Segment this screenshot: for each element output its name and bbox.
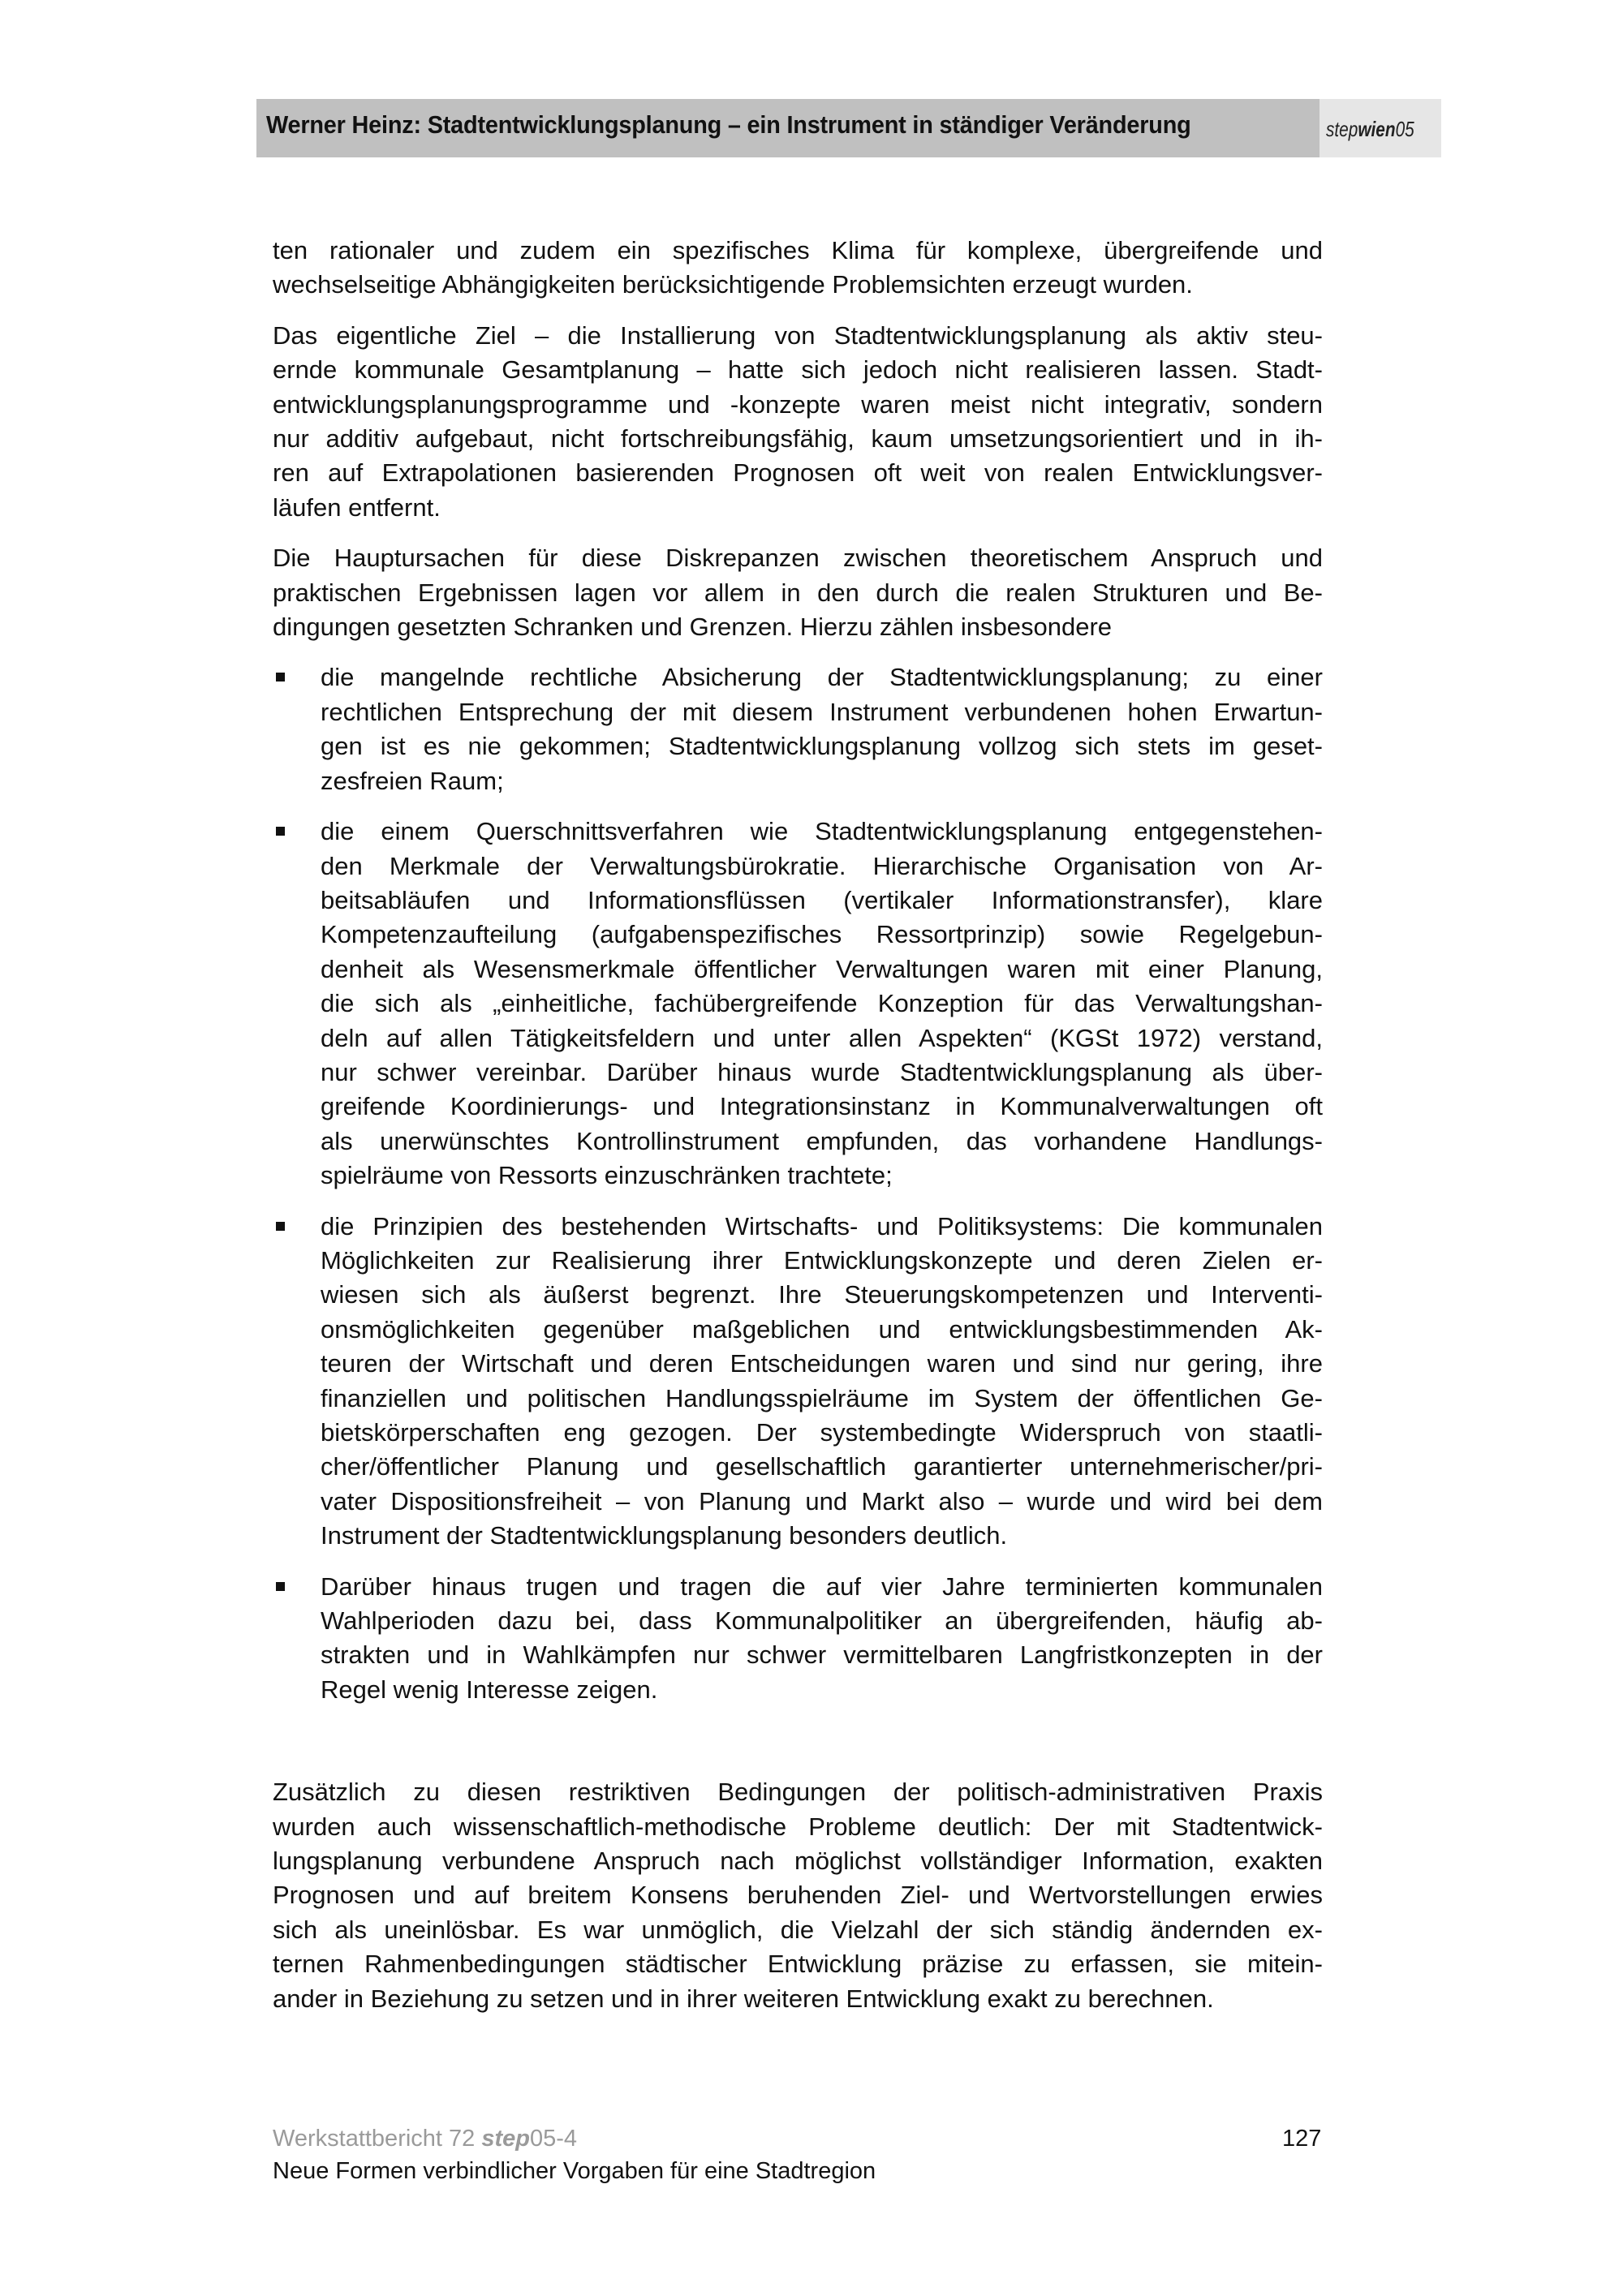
text-line: nur schwer vereinbar. Darüber hinaus wurde Stadtentwicklungsplanung als über- xyxy=(321,1057,1323,1086)
text-line: die Prinzipien des bestehenden Wirtschafts- und Politiksystems: Die kommunalen xyxy=(321,1211,1323,1240)
bullet-icon xyxy=(276,1222,285,1231)
text-line: die sich als „einheitliche, fachübergreifende Konzeption für das Verwaltungshan- xyxy=(321,989,1323,1018)
text-line: die einem Querschnittsverfahren wie Stadtentwicklungsplanung entgegenstehen- xyxy=(321,817,1323,846)
stepwien-logo: stepwien05 xyxy=(1319,99,1441,157)
text-line: wiesen sich als äußerst begrenzt. Ihre Steuerungskompetenzen und Interventi- xyxy=(321,1280,1323,1309)
text-line: als unerwünschtes Kontrollinstrument empfunden, das vorhandene Handlungs- xyxy=(321,1126,1323,1155)
text-line: Das eigentliche Ziel – die Installierung von Stadtentwicklungsplanung als aktiv steu- xyxy=(273,320,1323,350)
paragraph xyxy=(273,541,1323,644)
paragraph xyxy=(273,1775,1323,2016)
text-line: ander in Beziehung zu setzen und in ihrer weiteren Entwicklung exakt zu berechnen. xyxy=(273,1984,1214,2013)
text-line: sich als uneinlösbar. Es war unmöglich, die Vielzahl der sich ständig ändernden ex- xyxy=(273,1915,1323,1944)
paragraph xyxy=(273,319,1323,525)
header-title: Werner Heinz: Stadtentwicklungsplanung – ein Instrument in ständiger Veränderung xyxy=(266,110,1191,139)
text-line: entwicklungsplanungsprogramme und -konzepte waren meist nicht integrativ, sondern xyxy=(273,389,1323,419)
text-line: deln auf allen Tätigkeitsfeldern und unter allen Aspekten“ (KGSt 1972) verstand, xyxy=(321,1023,1323,1052)
text-line: Instrument der Stadtentwicklungsplanung besonders deutlich. xyxy=(321,1521,1008,1550)
text-line: Die Hauptursachen für diese Diskrepanzen zwischen theoretischem Anspruch und xyxy=(273,544,1323,573)
text-line: läufen entfernt. xyxy=(273,492,441,522)
text-line: ternen Rahmenbedingungen städtischer Entwicklung präzise zu erfassen, sie mitein- xyxy=(273,1950,1323,1979)
text-line: teuren der Wirtschaft und deren Entscheidungen waren und sind nur gering, ihre xyxy=(321,1349,1323,1378)
bullet-icon xyxy=(276,827,285,836)
footer-subtitle: Neue Formen verbindlicher Vorgaben für eine Stadtregion xyxy=(273,2158,876,2184)
text-line: Darüber hinaus trugen und tragen die auf vier Jahre terminierten kommunalen xyxy=(321,1572,1323,1601)
text-line: den Merkmale der Verwaltungsbürokratie. Hierarchische Organisation von Ar- xyxy=(321,851,1323,880)
text-line: Wahlperioden dazu bei, dass Kommunalpolitiker an übergreifenden, häufig ab- xyxy=(321,1606,1323,1636)
paragraph xyxy=(273,234,1323,303)
text-line: Zusätzlich zu diesen restriktiven Bedingungen der politisch-administrativen Praxis xyxy=(273,1778,1323,1807)
text-line: strakten und in Wahlkämpfen nur schwer vermittelbaren Langfristkonzepten in der xyxy=(321,1640,1323,1670)
text-line: bietskörperschaften eng gezogen. Der systembedingte Widerspruch von staatli- xyxy=(321,1418,1323,1447)
bullet-item xyxy=(273,660,1323,798)
text-line: onsmöglichkeiten gegenüber maßgeblichen und entwicklungsbestimmenden Ak- xyxy=(321,1314,1323,1344)
page-number: 127 xyxy=(1282,2126,1322,2152)
text-line: vater Dispositionsfreiheit – von Planung und Markt also – wurde und wird bei dem xyxy=(321,1486,1323,1516)
text-line: praktischen Ergebnissen lagen vor allem in den durch die realen Strukturen und Be- xyxy=(273,578,1323,607)
running-header xyxy=(256,99,1441,157)
text-line: ernde kommunale Gesamtplanung – hatte sich jedoch nicht realisieren lassen. Stadt- xyxy=(273,355,1323,385)
bullet-icon xyxy=(276,673,285,681)
text-line: rechtlichen Entsprechung der mit diesem Instrument verbundenen hohen Erwartun- xyxy=(321,697,1323,726)
text-line: greifende Koordinierungs- und Integrationsinstanz in Kommunalverwaltungen oft xyxy=(321,1092,1323,1121)
text-line: Kompetenzaufteilung (aufgabenspezifisches Ressortprinzip) sowie Regelgebun- xyxy=(321,920,1323,949)
text-line: die mangelnde rechtliche Absicherung der Stadtentwicklungsplanung; zu einer xyxy=(321,663,1323,692)
bullet-item xyxy=(273,1570,1323,1708)
text-line: zesfreien Raum; xyxy=(321,766,504,795)
text-line: finanziellen und politischen Handlungsspielräume im System der öffentlichen Ge- xyxy=(321,1383,1323,1412)
text-line: ren auf Extrapolationen basierenden Prognosen oft weit von realen Entwicklungsver- xyxy=(273,458,1323,488)
body-text xyxy=(273,234,1323,2032)
text-line: ten rationaler und zudem ein spezifisches Klima für komplexe, übergreifende und xyxy=(273,236,1323,264)
text-line: Prognosen und auf breitem Konsens beruhenden Ziel- und Wertvorstellungen erwies xyxy=(273,1881,1323,1910)
text-line: wurden auch wissenschaftlich-methodische Probleme deutlich: Der mit Stadtentwick- xyxy=(273,1812,1323,1841)
text-line: wechselseitige Abhängigkeiten berücksichtigende Problemsichten erzeugt wurden. xyxy=(273,270,1193,299)
text-line: gen ist es nie gekommen; Stadtentwicklungsplanung vollzog sich stets im geset- xyxy=(321,732,1323,761)
text-line: Möglichkeiten zur Realisierung ihrer Entwicklungskonzepte und deren Zielen er- xyxy=(321,1245,1323,1275)
text-line: spielräume von Ressorts einzuschränken trachtete; xyxy=(321,1161,893,1190)
bullet-item xyxy=(273,815,1323,1193)
text-line: cher/öffentlicher Planung und gesellschaftlich garantierter unternehmerischer/pri- xyxy=(321,1452,1323,1481)
footer-series: Werkstattbericht 72 step05-4 xyxy=(273,2126,578,2152)
bullet-item xyxy=(273,1210,1323,1554)
text-line: Regel wenig Interesse zeigen. xyxy=(321,1675,658,1704)
text-line: denheit als Wesensmerkmale öffentlicher Verwaltungen waren mit einer Planung, xyxy=(321,954,1323,983)
text-line: lungsplanung verbundene Anspruch nach möglichst vollständiger Information, exakten xyxy=(273,1847,1323,1876)
text-line: nur additiv aufgebaut, nicht fortschreibungsfähig, kaum umsetzungsorientiert und in ih- xyxy=(273,424,1323,454)
text-line: dingungen gesetzten Schranken und Grenzen. Hierzu zählen insbesondere xyxy=(273,613,1113,642)
text-line: beitsabläufen und Informationsflüssen (vertikaler Informationstransfer), klare xyxy=(321,885,1323,914)
bullet-icon xyxy=(276,1582,285,1591)
